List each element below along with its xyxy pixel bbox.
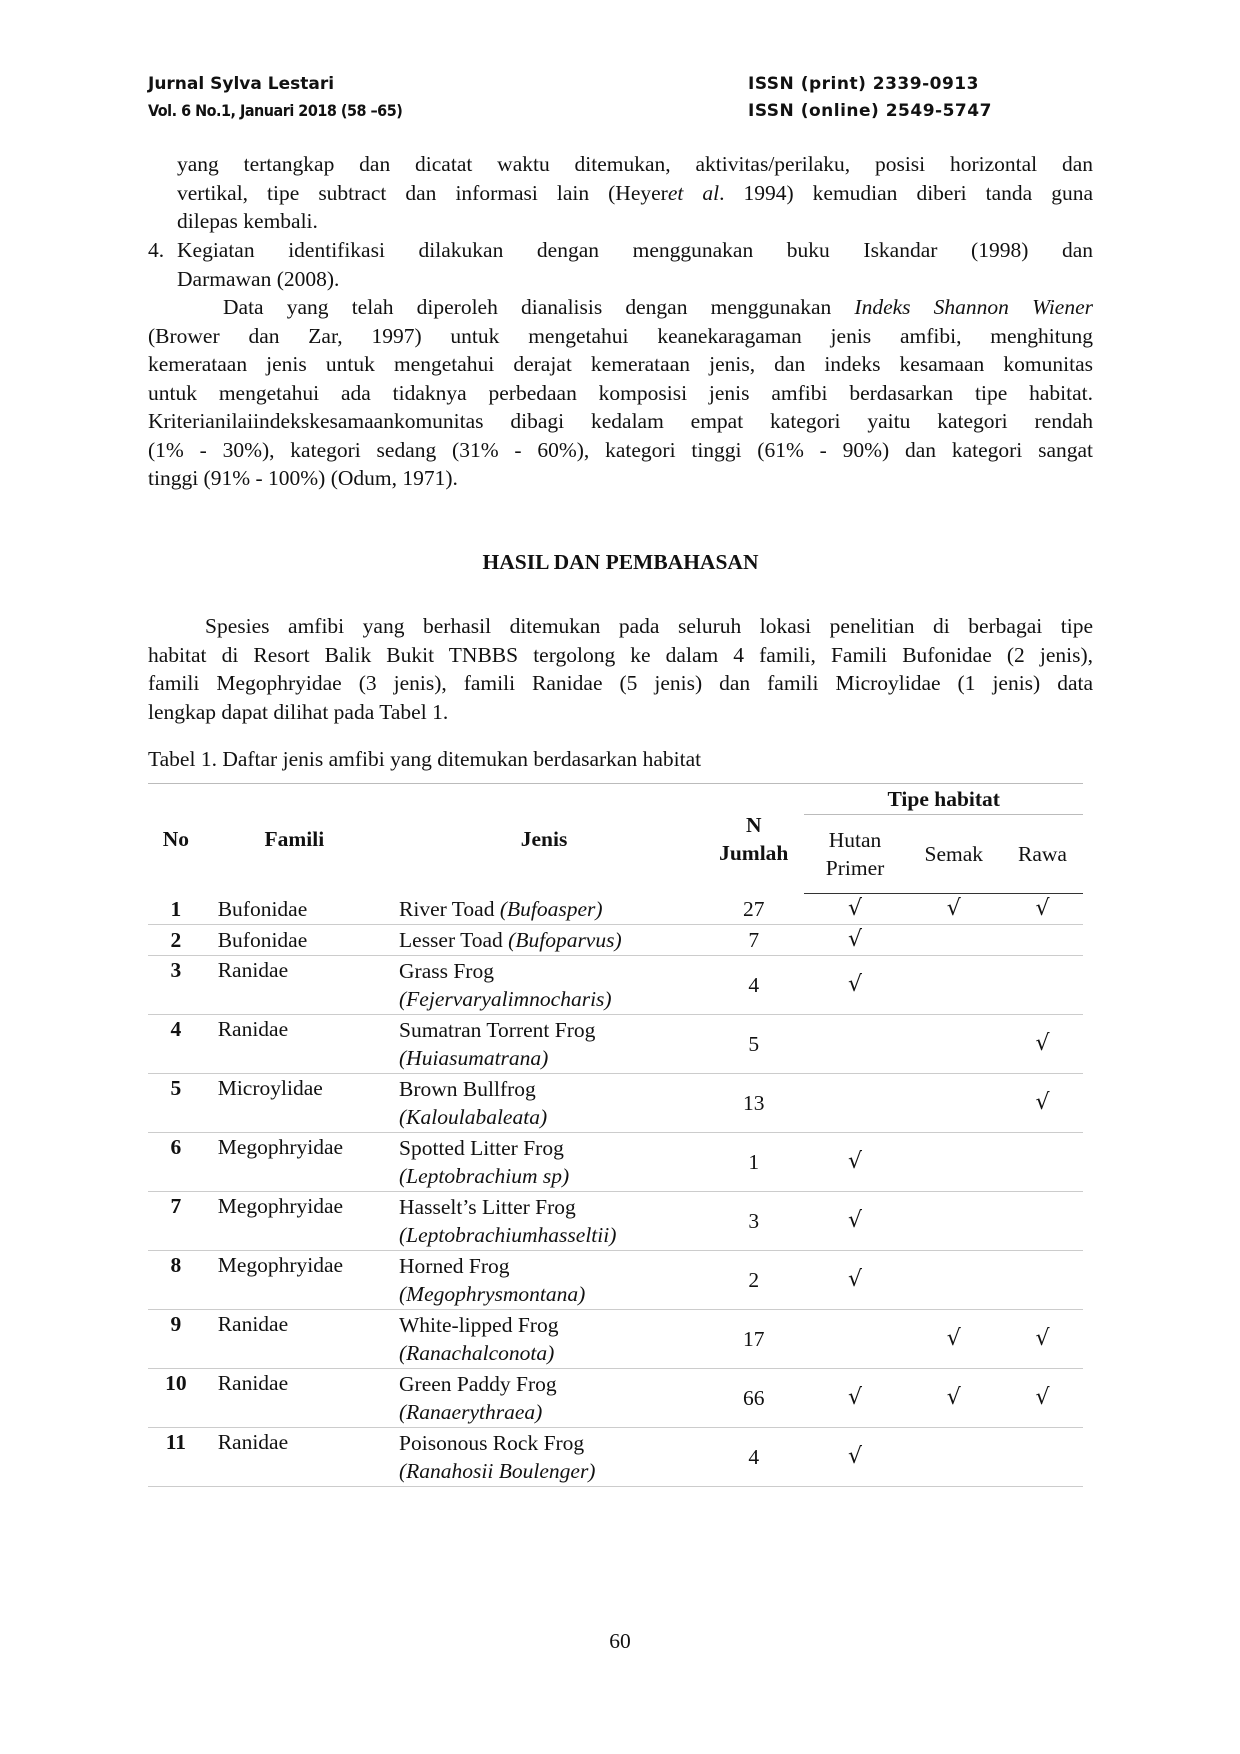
header-hutan-primer: Hutan Primer (804, 815, 905, 894)
cell-semak (906, 1428, 1002, 1487)
table-row (148, 1074, 1083, 1133)
journal-volume: Vol. 6 No.1, Januari 2018 (58 –65) (148, 101, 403, 120)
methods-paragraph (148, 293, 1093, 493)
cell-semak: √ (906, 1369, 1002, 1428)
cell-no: 9 (148, 1310, 204, 1369)
cell-jenis: River Toad (Bufoasper) (385, 894, 703, 925)
cell-no: 11 (148, 1428, 204, 1487)
cell-famili: Ranidae (204, 1310, 385, 1369)
header-rawa: Rawa (1002, 815, 1083, 894)
cell-famili: Megophryidae (204, 1251, 385, 1310)
cell-famili: Ranidae (204, 1015, 385, 1074)
text-line: lengkap dapat dilihat pada Tabel 1. (148, 699, 449, 724)
page-number: 60 (609, 1629, 631, 1653)
cell-jenis: Spotted Litter Frog (Leptobrachium sp) (385, 1133, 703, 1192)
cell-jumlah: 2 (703, 1251, 804, 1310)
amphibian-table (148, 783, 1083, 1487)
cell-no: 2 (148, 925, 204, 956)
cell-rawa (1002, 925, 1083, 956)
cell-hutan-primer: √ (804, 1192, 905, 1251)
cell-jumlah: 13 (703, 1074, 804, 1133)
cell-famili: Ranidae (204, 1428, 385, 1487)
cell-jenis: Sumatran Torrent Frog (Huiasumatrana) (385, 1015, 703, 1074)
cell-semak: √ (906, 1310, 1002, 1369)
table-row (148, 925, 1083, 956)
cell-hutan-primer: √ (804, 1369, 905, 1428)
cell-jumlah: 4 (703, 1428, 804, 1487)
text-line: famili Megophryidae (3 jenis), famili Ranidae (5 jenis) dan famili Microylidae (1 jenis) data (148, 671, 1093, 695)
cell-rawa (1002, 1251, 1083, 1310)
cell-rawa: √ (1002, 1310, 1083, 1369)
cell-famili: Ranidae (204, 1369, 385, 1428)
cell-hutan-primer: √ (804, 956, 905, 1015)
cell-jumlah: 66 (703, 1369, 804, 1428)
cell-no: 4 (148, 1015, 204, 1074)
results-paragraph (148, 612, 1093, 726)
text-line: tinggi (91% - 100%) (Odum, 1971). (148, 466, 458, 490)
cell-jumlah: 27 (703, 894, 804, 925)
cell-no: 5 (148, 1074, 204, 1133)
cell-semak (906, 956, 1002, 1015)
cell-no: 1 (148, 894, 204, 925)
cell-jenis: Horned Frog (Megophrysmontana) (385, 1251, 703, 1310)
text-line: dilepas kembali. (177, 209, 318, 233)
cell-no: 10 (148, 1369, 204, 1428)
cell-famili: Megophryidae (204, 1192, 385, 1251)
cell-hutan-primer: √ (804, 925, 905, 956)
text-line: (1% - 30%), kategori sedang (31% - 60%), kategori tinggi (61% - 90%) dan kategori sangat (148, 437, 1093, 462)
header-tipe-habitat: Tipe habitat (804, 784, 1083, 815)
section-heading: HASIL DAN PEMBAHASAN (482, 550, 759, 574)
cell-hutan-primer: √ (804, 894, 905, 925)
cell-rawa: √ (1002, 1015, 1083, 1074)
text-line: kemerataan jenis untuk mengetahui derajat kemerataan jenis, dan indeks kesamaan komunitas (148, 352, 1093, 376)
table-row (148, 1251, 1083, 1310)
header-no: No (148, 784, 204, 894)
cell-semak (906, 1015, 1002, 1074)
cell-semak (906, 925, 1002, 956)
cell-hutan-primer (804, 1310, 905, 1369)
cell-rawa (1002, 1428, 1083, 1487)
cell-jenis: Grass Frog (Fejervaryalimnocharis) (385, 956, 703, 1015)
table-row (148, 1133, 1083, 1192)
cell-jumlah: 5 (703, 1015, 804, 1074)
journal-name: Jurnal Sylva Lestari (148, 74, 335, 94)
cell-jenis: White-lipped Frog (Ranachalconota) (385, 1310, 703, 1369)
cell-famili: Bufonidae (204, 894, 385, 925)
cell-famili: Megophryidae (204, 1133, 385, 1192)
text-line: Darmawan (2008). (177, 266, 340, 291)
cell-jenis: Lesser Toad (Bufoparvus) (385, 925, 703, 956)
cell-no: 8 (148, 1251, 204, 1310)
cell-rawa (1002, 1192, 1083, 1251)
table-row (148, 1192, 1083, 1251)
text-line: habitat di Resort Balik Bukit TNBBS tergolong ke dalam 4 famili, Famili Bufonidae (2 jenis), (148, 642, 1093, 667)
cell-jenis: Hasselt’s Litter Frog (Leptobrachiumhasseltii) (385, 1192, 703, 1251)
table-caption: Tabel 1. Daftar jenis amfibi yang ditemukan berdasarkan habitat (148, 747, 702, 771)
cell-semak (906, 1133, 1002, 1192)
list-item-3-continuation (177, 150, 1093, 236)
cell-hutan-primer (804, 1015, 905, 1074)
text-line: vertikal, tipe subtract dan informasi lain (Heyeret al. 1994) kemudian diberi tanda guna (177, 180, 1093, 205)
cell-jumlah: 7 (703, 925, 804, 956)
cell-jumlah: 3 (703, 1192, 804, 1251)
header-jumlah: N Jumlah (703, 784, 804, 894)
text-line: yang tertangkap dan dicatat waktu ditemukan, aktivitas/perilaku, posisi horizontal dan (177, 152, 1093, 176)
cell-rawa (1002, 956, 1083, 1015)
text-line: Kegiatan identifikasi dilakukan dengan menggunakan buku Iskandar (1998) dan (177, 238, 1093, 262)
cell-jenis: Poisonous Rock Frog (Ranahosii Boulenger) (385, 1428, 703, 1487)
list-number: 4. (148, 238, 165, 262)
cell-jenis: Brown Bullfrog (Kaloulabaleata) (385, 1074, 703, 1133)
cell-rawa (1002, 1133, 1083, 1192)
text-line: untuk mengetahui ada tidaknya perbedaan komposisi jenis amfibi berdasarkan tipe habitat. (148, 380, 1093, 405)
cell-jumlah: 17 (703, 1310, 804, 1369)
cell-hutan-primer: √ (804, 1428, 905, 1487)
text-line: Kriterianilaiindekskesamaankomunitas dibagi kedalam empat kategori yaitu kategori rendah (148, 409, 1093, 433)
cell-no: 3 (148, 956, 204, 1015)
cell-rawa: √ (1002, 1074, 1083, 1133)
text-line: Spesies amfibi yang berhasil ditemukan pada seluruh lokasi penelitian di berbagai tipe (205, 614, 1093, 638)
cell-rawa: √ (1002, 1369, 1083, 1428)
cell-hutan-primer (804, 1074, 905, 1133)
header-semak: Semak (906, 815, 1002, 894)
issn-online: ISSN (online) 2549-5747 (748, 101, 992, 121)
table-row (148, 894, 1083, 925)
cell-famili: Microylidae (204, 1074, 385, 1133)
table-row (148, 1428, 1083, 1487)
issn-print: ISSN (print) 2339-0913 (748, 74, 979, 94)
cell-semak: √ (906, 894, 1002, 925)
cell-semak (906, 1251, 1002, 1310)
cell-semak (906, 1074, 1002, 1133)
cell-hutan-primer: √ (804, 1133, 905, 1192)
table-row (148, 1369, 1083, 1428)
table-row (148, 1015, 1083, 1074)
header-jenis: Jenis (385, 784, 703, 894)
table-row (148, 956, 1083, 1015)
cell-no: 6 (148, 1133, 204, 1192)
cell-hutan-primer: √ (804, 1251, 905, 1310)
cell-semak (906, 1192, 1002, 1251)
cell-jumlah: 4 (703, 956, 804, 1015)
cell-jumlah: 1 (703, 1133, 804, 1192)
header-famili: Famili (204, 784, 385, 894)
text-line: (Brower dan Zar, 1997) untuk mengetahui keanekaragaman jenis amfibi, menghitung (148, 323, 1093, 348)
cell-jenis: Green Paddy Frog (Ranaerythraea) (385, 1369, 703, 1428)
cell-rawa: √ (1002, 894, 1083, 925)
cell-no: 7 (148, 1192, 204, 1251)
table-row (148, 1310, 1083, 1369)
cell-famili: Ranidae (204, 956, 385, 1015)
running-header (148, 74, 1018, 126)
cell-famili: Bufonidae (204, 925, 385, 956)
text-line: Data yang telah diperoleh dianalisis dengan menggunakan Indeks Shannon Wiener (223, 295, 1093, 319)
